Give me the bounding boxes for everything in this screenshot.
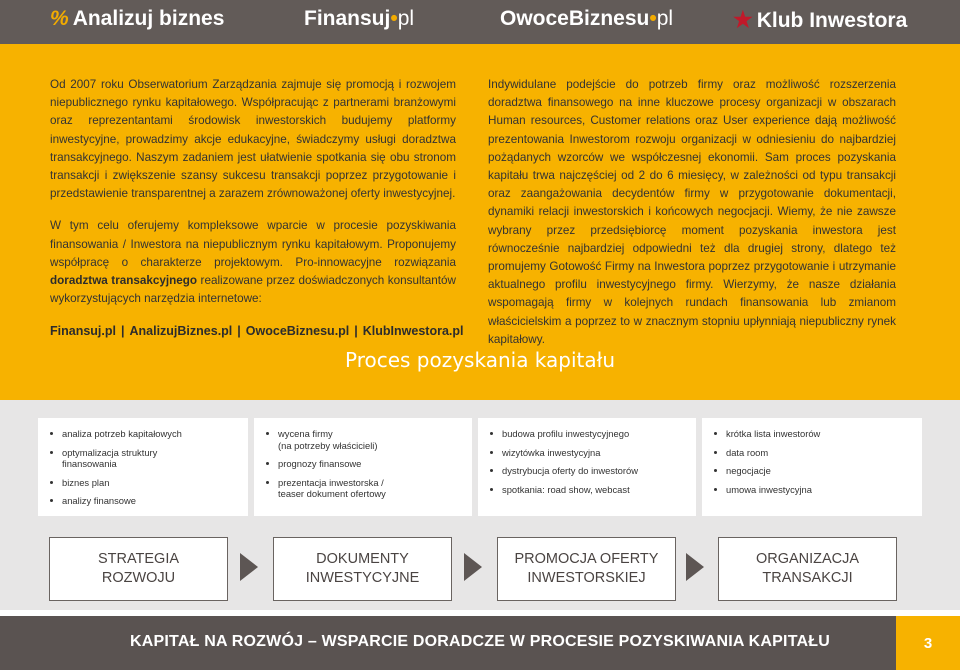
list-item: dystrybucja oferty do inwestorów <box>502 465 696 477</box>
intro-paragraph-1: Od 2007 roku Obserwatorium Zarządzania zajmuje się promocją i rozwojem niepublicznego rynku kapitałowego. Współpracując z partnerami branżowymi oraz reprezentantami środowisk inwestorskich budujemy platformy inwestycyjne, prowadzimy akcje edukacyjne, świadczymy usługi doradztwa transakcyjnego. Naszym zadaniem jest ułatwienie spotkania się obu stronom transakcji i zwiększenie szansy sukcesu transakcji poprzez przygotowanie i przedstawienie transparentnej a zarazem zrównoważonej oferty inwestycyjnej. <box>50 78 456 201</box>
arrow-right-icon <box>686 553 704 581</box>
link-klubinwestora[interactable]: KlubInwestora.pl <box>362 324 464 339</box>
process-section <box>0 400 960 610</box>
process-panel-promotion <box>478 418 696 516</box>
service-links <box>50 322 464 340</box>
list-item: biznes plan <box>62 477 248 489</box>
footer-title: KAPITAŁ NA ROZWÓJ – WSPARCIE DORADCZE W PROCESIE POZYSKIWANIA KAPITAŁU <box>130 633 830 650</box>
intro-section <box>0 44 960 400</box>
brand-klub-inwestora[interactable] <box>733 7 907 33</box>
brand-name: Klub Inwestora <box>756 9 908 32</box>
step-box-promotion: PROMOCJA OFERTY INWESTORSKIEJ <box>497 537 676 601</box>
list-item: analiza potrzeb kapitałowych <box>62 428 248 440</box>
brand-finansuj[interactable] <box>304 7 414 31</box>
list-item: negocjacje <box>726 465 922 477</box>
panel-list <box>702 428 922 495</box>
dot-icon: • <box>649 7 657 30</box>
step-box-strategy: STRATEGIA ROZWOJU <box>49 537 228 601</box>
link-finansuj[interactable]: Finansuj.pl <box>50 324 116 339</box>
list-item: wycena firmy (na potrzeby właścicieli) <box>278 428 472 451</box>
brand-name: OwoceBiznesu <box>500 7 650 30</box>
list-item: umowa inwestycyjna <box>726 484 922 496</box>
percent-logo-icon: % <box>50 7 69 30</box>
step-box-documents: DOKUMENTY INWESTYCYJNE <box>273 537 452 601</box>
list-item: prezentacja inwestorska / teaser dokument ofertowy <box>278 477 472 500</box>
brand-suffix: pl <box>397 7 415 30</box>
process-panel-documents <box>254 418 472 516</box>
panel-list <box>254 428 472 500</box>
brand-name: Analizuj biznes <box>72 7 225 30</box>
list-item: krótka lista inwestorów <box>726 428 922 440</box>
brand-suffix: pl <box>656 7 674 30</box>
paragraph-text: realizowane przez doświadczonych konsultantów wykorzystujących narzędzia internetowe: <box>50 274 456 306</box>
panel-list <box>38 428 248 507</box>
list-item: wizytówka inwestycyjna <box>502 447 696 459</box>
list-item: optymalizacja struktury finansowania <box>62 447 248 470</box>
list-item: prognozy finansowe <box>278 458 472 470</box>
brand-analizuj-biznes[interactable] <box>50 7 224 31</box>
arrow-right-icon <box>240 553 258 581</box>
arrow-right-icon <box>464 553 482 581</box>
page-number: 3 <box>896 616 960 670</box>
link-owocebiznesu[interactable]: OwoceBiznesu.pl <box>245 324 350 339</box>
link-separator: | <box>237 324 241 339</box>
list-item: spotkania: road show, webcast <box>502 484 696 496</box>
brand-owocebiznesu[interactable] <box>500 7 673 31</box>
process-panel-transaction <box>702 418 922 516</box>
intro-paragraph-3: Indywidulane podejście do potrzeb firmy oraz możliwość rozszerzenia doradztwa finansowego na inne kluczowe procesy organizacji w obszarach Human resources, Customer relations oraz User experience dają możliwość prezentowania Inwestorom rozwoju organizacji w odniesieniu do najbardziej pożądanych wzorców we współczesnej ekonomii. Sam proces pozyskania kapitału trwa najczęściej od 2 do 6 miesięcy, w zależności od typu transakcji oraz zaangażowania decydentów firmy w przygotowanie dokumentacji, dynamiki relacji inwestorskich i końcowych negocjacji. Wiemy, że nie zawsze wybrany przez przedsiębiorcę moment pozyskania inwestora jest równocześnie najbardziej odpowiedni też dla drugiej strony, dlatego też promujemy Gotowość Firmy na Inwestora poprzez przygotowanie i utrzymanie aktualnego profilu inwestycyjnego firmy. Wierzymy, że nasze działania wspomagają firmy w kolejnych rundach finansowania lub zmianom właścicielskim a poprzez to w znacznym stopniu upłynniają niepubliczny rynek kapitałowy. <box>488 78 896 346</box>
intro-right-column <box>488 76 896 363</box>
link-separator: | <box>354 324 358 339</box>
list-item: data room <box>726 447 922 459</box>
list-item: budowa profilu inwestycyjnego <box>502 428 696 440</box>
panel-list <box>478 428 696 495</box>
link-analizujbiznes[interactable]: AnalizujBiznes.pl <box>129 324 233 339</box>
process-panel-strategy <box>38 418 248 516</box>
link-separator: | <box>120 324 125 339</box>
intro-paragraph-2 <box>50 217 456 308</box>
top-brand-bar <box>0 0 960 44</box>
paragraph-text: W tym celu oferujemy kompleksowe wparcie w procesie pozyskiwania finansowania / Inwestora na niepublicznym rynku kapitałowym. Proponujemy współpracę o charakterze projektowym. Pro-innowacyjne rozwiązania <box>50 219 456 269</box>
intro-left-column <box>50 76 464 355</box>
dot-icon: • <box>390 7 398 30</box>
process-title: Proces pozyskania kapitału <box>344 348 616 372</box>
list-item: analizy finansowe <box>62 495 248 507</box>
step-box-transaction: ORGANIZACJA TRANSAKCJI <box>718 537 897 601</box>
star-icon: ★ <box>733 7 753 32</box>
highlight-text: doradztwa transakcyjnego <box>50 274 198 288</box>
brand-name: Finansuj <box>304 7 391 30</box>
